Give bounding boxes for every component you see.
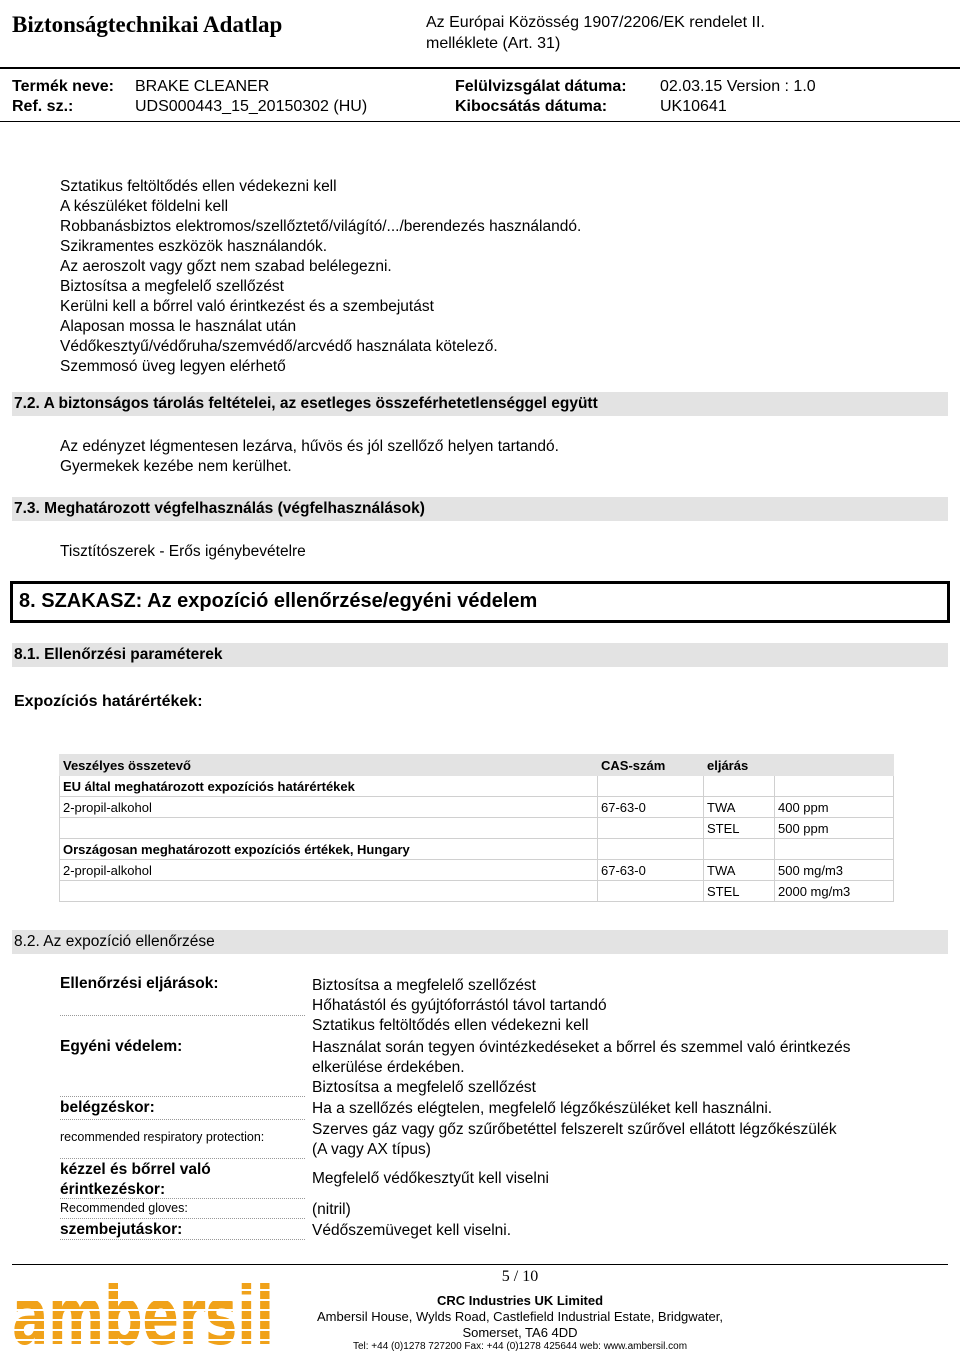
section-7-2-body — [60, 437, 559, 477]
product-label: Termék neve: — [12, 78, 114, 95]
handling-line: Sztatikus feltöltődés ellen védekezni kell — [60, 178, 337, 195]
hand-skin-label — [60, 1160, 305, 1199]
table-row — [60, 839, 894, 860]
cell: TWA — [704, 797, 775, 818]
respiratory-recommended-value — [312, 1120, 912, 1160]
hand-skin-label-line-2: érintkezéskor: — [60, 1181, 166, 1198]
review-date-label: Felülvizsgálat dátuma: — [455, 78, 627, 95]
cell: EU által meghatározott expozíciós határértékek — [60, 776, 598, 797]
personal-protection-label: Egyéni védelem: — [60, 1038, 305, 1097]
header-value — [775, 755, 894, 776]
cell: 500 ppm — [775, 818, 894, 839]
handling-line: Védőkesztyű/védőruha/szemvédő/arcvédő használata kötelező. — [60, 338, 498, 355]
cell: STEL — [704, 881, 775, 902]
table-row — [60, 881, 894, 902]
cell — [775, 839, 894, 860]
cell — [598, 839, 704, 860]
gloves-label: Recommended gloves: — [60, 1201, 305, 1219]
ref-label: Ref. sz.: — [12, 98, 74, 115]
control-line: Biztosítsa a megfelelő szellőzést — [312, 977, 536, 994]
issue-date-label: Kibocsátás dátuma: — [455, 98, 608, 115]
cell: 500 mg/m3 — [775, 860, 894, 881]
regulation-line-1: Az Európai Közösség 1907/2206/EK rendelet II. — [426, 14, 765, 31]
cell: 2-propil-alkohol — [60, 860, 598, 881]
end-use-line: Tisztítószerek - Erős igénybevételre — [60, 543, 306, 560]
respiratory-value: Ha a szellőzés elégtelen, megfelelő légzőkészüléket kell használni. — [312, 1100, 773, 1117]
cell: 67-63-0 — [598, 860, 704, 881]
ambersil-logo-mark — [12, 1270, 276, 1357]
regulation-line-2: melléklete (Art. 31) — [426, 35, 561, 52]
footer-divider — [12, 1264, 948, 1265]
personal-protection-value — [312, 1038, 912, 1098]
exposure-limits-table — [59, 754, 894, 902]
table-header-row — [60, 755, 894, 776]
cell: TWA — [704, 860, 775, 881]
issue-date-value: UK10641 — [660, 98, 727, 115]
control-line: Hőhatástól és gyújtóforrástól távol tartandó — [312, 997, 607, 1014]
table-row — [60, 818, 894, 839]
section-8-title: 8. SZAKASZ: Az expozíció ellenőrzése/egyéni védelem — [19, 590, 538, 612]
cell — [60, 881, 598, 902]
control-line: Sztatikus feltöltődés ellen védekezni kell — [312, 1017, 589, 1034]
respirator-line: Szerves gáz vagy gőz szűrőbetéttel felszerelt szűrővel ellátott légzőkészülék — [312, 1121, 837, 1138]
exposure-limits-subtitle: Expozíciós határértékek: — [14, 693, 203, 710]
cell: 400 ppm — [775, 797, 894, 818]
eye-contact-value: Védőszemüveget kell viselni. — [312, 1222, 512, 1239]
review-date-value: 02.03.15 Version : 1.0 — [660, 78, 816, 95]
ambersil-logo — [12, 1270, 276, 1357]
cell — [598, 881, 704, 902]
table-row — [60, 860, 894, 881]
section-7-3-title: 7.3. Meghatározott végfelhasználás (végfelhasználások) — [14, 500, 425, 517]
storage-line: Gyermekek kezébe nem kerülhet. — [60, 458, 292, 475]
personal-line: elkerülése érdekében. — [312, 1059, 465, 1076]
section-7-2-title: 7.2. A biztonságos tárolás feltételei, az esetleges összeférhetetlenséggel együtt — [14, 395, 598, 412]
gloves-value: (nitril) — [312, 1201, 351, 1218]
eye-contact-label: szembejutáskor: — [60, 1221, 305, 1240]
header-cas: CAS-szám — [598, 755, 704, 776]
personal-line: Használat során tegyen óvintézkedéseket a bőrrel és szemmel való érintkezés — [312, 1039, 851, 1056]
cell: 67-63-0 — [598, 797, 704, 818]
svg-text:ambersil: ambersil — [12, 1270, 274, 1357]
product-value: BRAKE CLEANER — [135, 78, 270, 95]
cell — [704, 776, 775, 797]
handling-line: Biztosítsa a megfelelő szellőzést — [60, 278, 284, 295]
table-row — [60, 776, 894, 797]
respiratory-recommended-label: recommended respiratory protection: — [60, 1130, 305, 1159]
header-divider-2 — [0, 121, 960, 122]
handling-line: Szikramentes eszközök használandók. — [60, 238, 328, 255]
header-component: Veszélyes összetevő — [60, 755, 598, 776]
section-8-heading-box — [10, 581, 950, 623]
handling-line: Kerülni kell a bőrrel való érintkezést és a szembejutást — [60, 298, 434, 315]
cell: 2-propil-alkohol — [60, 797, 598, 818]
regulation-note — [426, 12, 906, 54]
handling-line: Az aeroszolt vagy gőzt nem szabad belélegezni. — [60, 258, 392, 275]
hand-skin-value: Megfelelő védőkesztyűt kell viselni — [312, 1170, 549, 1187]
cell — [775, 776, 894, 797]
company-address-line-2: Somerset, TA6 4DD — [462, 1325, 578, 1340]
cell: 2000 mg/m3 — [775, 881, 894, 902]
cell — [598, 818, 704, 839]
hand-skin-label-line-1: kézzel és bőrrel való — [60, 1161, 211, 1178]
storage-line: Az edényzet légmentesen lezárva, hűvös és jól szellőző helyen tartandó. — [60, 438, 559, 455]
respiratory-label: belégzéskor: — [60, 1099, 305, 1120]
header-divider — [0, 67, 960, 69]
cell: Országosan meghatározott expozíciós értékek, Hungary — [60, 839, 598, 860]
handling-line: Szemmosó üveg legyen elérhető — [60, 358, 286, 375]
table-row — [60, 797, 894, 818]
document-title: Biztonságtechnikai Adatlap — [12, 12, 283, 37]
cell — [60, 818, 598, 839]
page-number: 5 / 10 — [501, 1268, 539, 1285]
respirator-line: (A vagy AX típus) — [312, 1141, 431, 1158]
section-8-2-title: 8.2. Az expozíció ellenőrzése — [14, 933, 215, 950]
cell — [704, 839, 775, 860]
handling-line: Alaposan mossa le használat után — [60, 318, 297, 335]
handling-line: Robbanásbiztos elektromos/szellőztető/világító/.../berendezés használandó. — [60, 218, 582, 235]
section-8-1-title: 8.1. Ellenőrzési paraméterek — [14, 646, 223, 663]
header-method: eljárás — [704, 755, 775, 776]
cell: STEL — [704, 818, 775, 839]
handling-precautions — [60, 177, 581, 377]
company-name: CRC Industries UK Limited — [436, 1293, 604, 1308]
handling-line: A készüléket földelni kell — [60, 198, 229, 215]
control-procedures-value — [312, 976, 912, 1036]
control-procedures-label: Ellenőrzési eljárások: — [60, 975, 305, 1016]
company-contact: Tel: +44 (0)1278 727200 Fax: +44 (0)1278 425644 web: www.ambersil.com — [352, 1341, 688, 1352]
cell — [598, 776, 704, 797]
company-address-line-1: Ambersil House, Wylds Road, Castlefield Industrial Estate, Bridgwater, — [317, 1309, 723, 1324]
ref-value: UDS000443_15_20150302 (HU) — [135, 98, 368, 115]
personal-line: Biztosítsa a megfelelő szellőzést — [312, 1079, 536, 1096]
